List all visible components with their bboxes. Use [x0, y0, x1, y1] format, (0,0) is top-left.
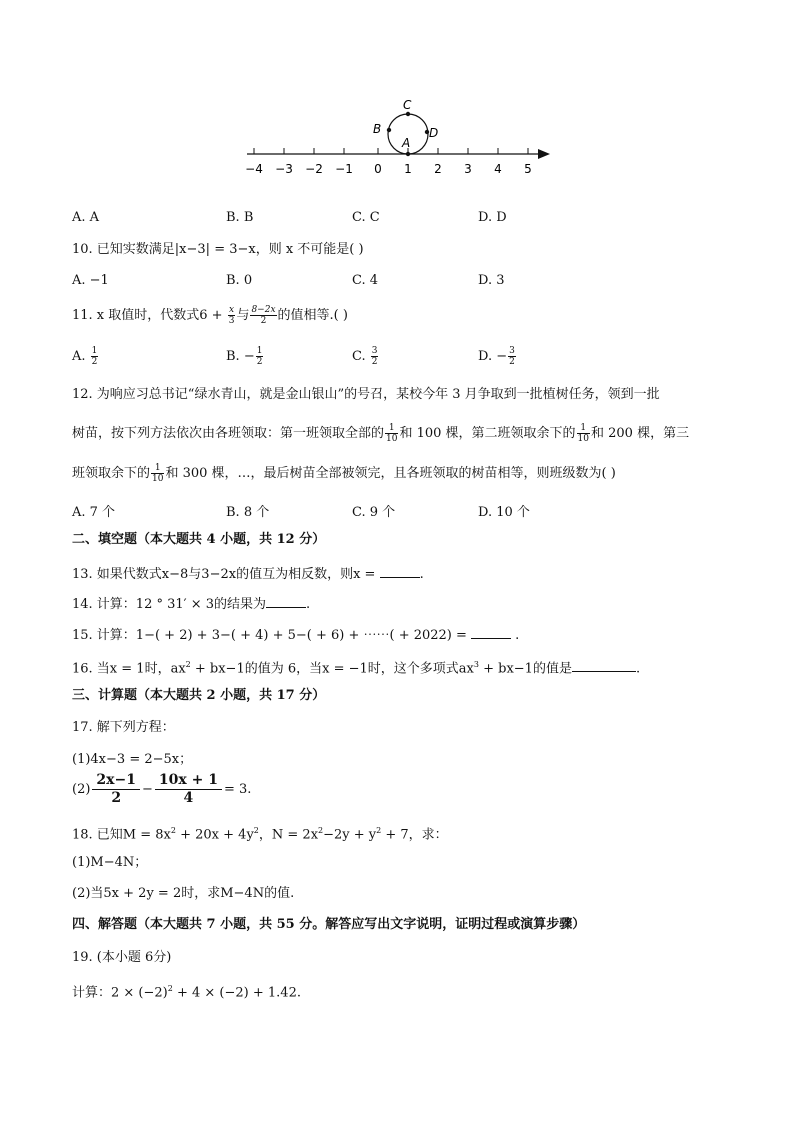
q12-line-3 [72, 463, 616, 484]
fraction-denominator: 3 [228, 316, 235, 326]
q10-option-d[interactable]: D. 3 [478, 273, 505, 288]
fraction-numerator: 3 [371, 346, 378, 356]
text-run: . [635, 661, 641, 677]
exponent: 3 [473, 660, 479, 669]
tick-label: 2 [434, 162, 442, 176]
text-run: 班领取余下的 [72, 466, 151, 481]
q16 [72, 657, 640, 677]
exponent: 2 [170, 826, 176, 835]
text-run: + 7，求： [381, 827, 448, 843]
text-run: . [419, 567, 424, 582]
q12-option-b[interactable]: B. 8 个 [226, 505, 270, 520]
exponent: 2 [167, 984, 173, 993]
fraction-numerator: x [229, 305, 235, 315]
text-run: 和 100 棵，第二班领取余下的 [399, 426, 576, 441]
q9-option-c[interactable]: C. C [352, 210, 380, 225]
exponent: 2 [318, 826, 324, 835]
q11-fraction-1 [228, 305, 236, 326]
q12-option-c[interactable]: C. 9 个 [352, 505, 396, 520]
text-run: + bx−1的值为 6，当x = −1时，这个多项式ax [190, 661, 474, 677]
tick-label: 1 [404, 162, 412, 176]
text-run: ，N = 2x [258, 827, 319, 843]
option-fraction [256, 346, 264, 367]
text-run: + bx−1的值是 [478, 661, 572, 677]
exponent: 2 [185, 660, 191, 669]
option-fraction [508, 346, 516, 367]
tick-label: −3 [275, 162, 293, 176]
fraction-denominator: 10 [152, 474, 164, 484]
fraction-numerator: 1 [256, 346, 263, 356]
q14 [72, 596, 310, 613]
q9-option-b[interactable]: B. B [226, 210, 254, 225]
option-sign: − [496, 349, 508, 364]
q10-stem: 10. 已知实数满足|x−3| = 3−x，则 x 不可能是( ) [72, 242, 364, 257]
q19-expression [72, 981, 301, 1001]
text-run: . [306, 597, 311, 612]
fraction-numerator: 1 [91, 346, 98, 356]
fraction-one-tenth [577, 423, 590, 444]
fraction-denominator: 2 [111, 790, 122, 806]
text-run: . [511, 628, 520, 643]
text-run: 14. 计算：12 ° 31′ × 3的结果为 [72, 597, 267, 612]
q13 [72, 566, 424, 583]
text-run: = 3. [223, 782, 252, 797]
point-c [406, 112, 410, 116]
tick-labels [245, 162, 532, 176]
option-label: D. [478, 349, 497, 364]
answer-blank[interactable] [471, 627, 511, 639]
fraction-denominator: 4 [183, 790, 194, 806]
q17-part-1: (1)4x−3 = 2−5x； [72, 752, 193, 767]
q12-option-d[interactable]: D. 10 个 [478, 505, 530, 520]
q12-line-1: 12. 为响应习总书记“绿水青山，就是金山银山”的号召，某校今年 3 月争取到一批植树任务，领到一批 [72, 387, 660, 402]
q19-stem: 19. (本小题 6分) [72, 950, 172, 965]
text-run: + 20x + 4y [175, 827, 254, 843]
tick-label: 0 [374, 162, 382, 176]
q9-option-d[interactable]: D. D [478, 210, 507, 225]
fraction-denominator: 10 [386, 434, 398, 444]
text-run: 13. 如果代数式x−8与3−2x的值互为相反数，则x = [72, 567, 380, 582]
axis-ticks [254, 148, 528, 154]
option-label: A. [72, 349, 90, 364]
q11-fraction-2 [250, 305, 276, 326]
fraction-denominator: 2 [256, 357, 263, 367]
text-run: 和 300 棵，…，最后树苗全部被领完，且各班领取的树苗相等，则班级数为( ) [165, 466, 616, 481]
option-fraction [91, 346, 99, 367]
label-b: B [373, 122, 382, 136]
answer-blank[interactable] [266, 596, 306, 608]
q11-option-d[interactable] [478, 346, 517, 367]
section-3-heading: 三、计算题（本大题共 2 小题，共 17 分） [72, 688, 326, 703]
tick-label: −4 [245, 162, 263, 176]
answer-blank[interactable] [572, 660, 636, 672]
q11-option-b[interactable] [226, 346, 264, 367]
label-d: D [429, 126, 439, 140]
q11-stem [72, 305, 348, 326]
q18-part-1: (1)M−4N； [72, 855, 148, 870]
fraction [155, 772, 222, 807]
q10-option-a[interactable]: A. −1 [72, 273, 109, 288]
text-run: + 4 × (−2) + 1.42. [172, 985, 301, 1001]
fraction-one-tenth [151, 463, 164, 484]
q10-option-b[interactable]: B. 0 [226, 273, 253, 288]
q17-stem: 17. 解下列方程： [72, 720, 175, 735]
section-2-heading: 二、填空题（本大题共 4 小题，共 12 分） [72, 532, 326, 547]
q15 [72, 627, 519, 644]
option-fraction [371, 346, 379, 367]
fraction-denominator: 2 [260, 316, 267, 326]
q18-stem [72, 823, 448, 843]
q11-option-c[interactable] [352, 346, 379, 367]
q12-option-a[interactable]: A. 7 个 [72, 505, 116, 520]
point-a [406, 152, 410, 156]
exponent: 2 [376, 826, 382, 835]
q17-part-2 [72, 772, 251, 807]
text-run: (2) [72, 782, 91, 797]
fraction-denominator: 2 [91, 357, 98, 367]
text-run: 和 200 棵，第三 [591, 426, 690, 441]
q11-pre: 11. x 取值时，代数式6 + [72, 308, 227, 323]
fraction [92, 772, 140, 807]
fraction-numerator: 1 [151, 463, 164, 474]
answer-blank[interactable] [380, 566, 420, 578]
fraction-numerator: 1 [385, 423, 398, 434]
fraction-numerator: 8−2x [251, 305, 276, 315]
text-run: −2y + y [323, 827, 377, 843]
text-run: 15. 计算：1−( + 2) + 3−( + 4) + 5−( + 6) + ⋯⋯( + 2022) = [72, 628, 472, 643]
fraction-denominator: 2 [371, 357, 378, 367]
option-label: C. [352, 349, 370, 364]
exponent: 2 [253, 826, 259, 835]
text-run: 树苗，按下列方法依次由各班领取：第一班领取全部的 [72, 426, 385, 441]
label-a: A [402, 136, 411, 150]
axis-arrow [538, 149, 550, 159]
option-label: B. [226, 349, 244, 364]
tick-label: 3 [464, 162, 472, 176]
tick-label: 4 [494, 162, 502, 176]
section-4-heading: 四、解答题（本大题共 7 小题，共 55 分。解答应写出文字说明，证明过程或演算步骤） [72, 917, 586, 932]
q12-line-2 [72, 423, 689, 444]
label-c: C [403, 98, 412, 112]
fraction-numerator: 1 [577, 423, 590, 434]
tick-label: −1 [335, 162, 353, 176]
text-run: 16. 当x = 1时，ax [72, 661, 186, 677]
q9-option-a[interactable]: A. A [72, 210, 100, 225]
fraction-denominator: 2 [509, 357, 515, 367]
point-b [387, 128, 391, 132]
tick-label: −2 [305, 162, 323, 176]
text-run: 计算：2 × (−2) [72, 985, 168, 1001]
q18-part-2: (2)当5x + 2y = 2时，求M−4N的值. [72, 886, 295, 901]
q10-option-c[interactable]: C. 4 [352, 273, 379, 288]
fraction-numerator: 3 [509, 346, 515, 356]
tick-label: 5 [524, 162, 532, 176]
fraction-one-tenth [385, 423, 398, 444]
fraction-denominator: 10 [577, 434, 589, 444]
q11-post: 的值相等.( ) [277, 308, 348, 323]
q11-option-a[interactable] [72, 346, 99, 367]
text-run: 18. 已知M = 8x [72, 827, 171, 843]
minus-sign: − [141, 782, 153, 797]
q11-mid: 与 [236, 308, 250, 323]
fraction-numerator: 10x + 1 [155, 772, 222, 790]
option-sign: − [243, 349, 255, 364]
fraction-numerator: 2x−1 [92, 772, 140, 790]
